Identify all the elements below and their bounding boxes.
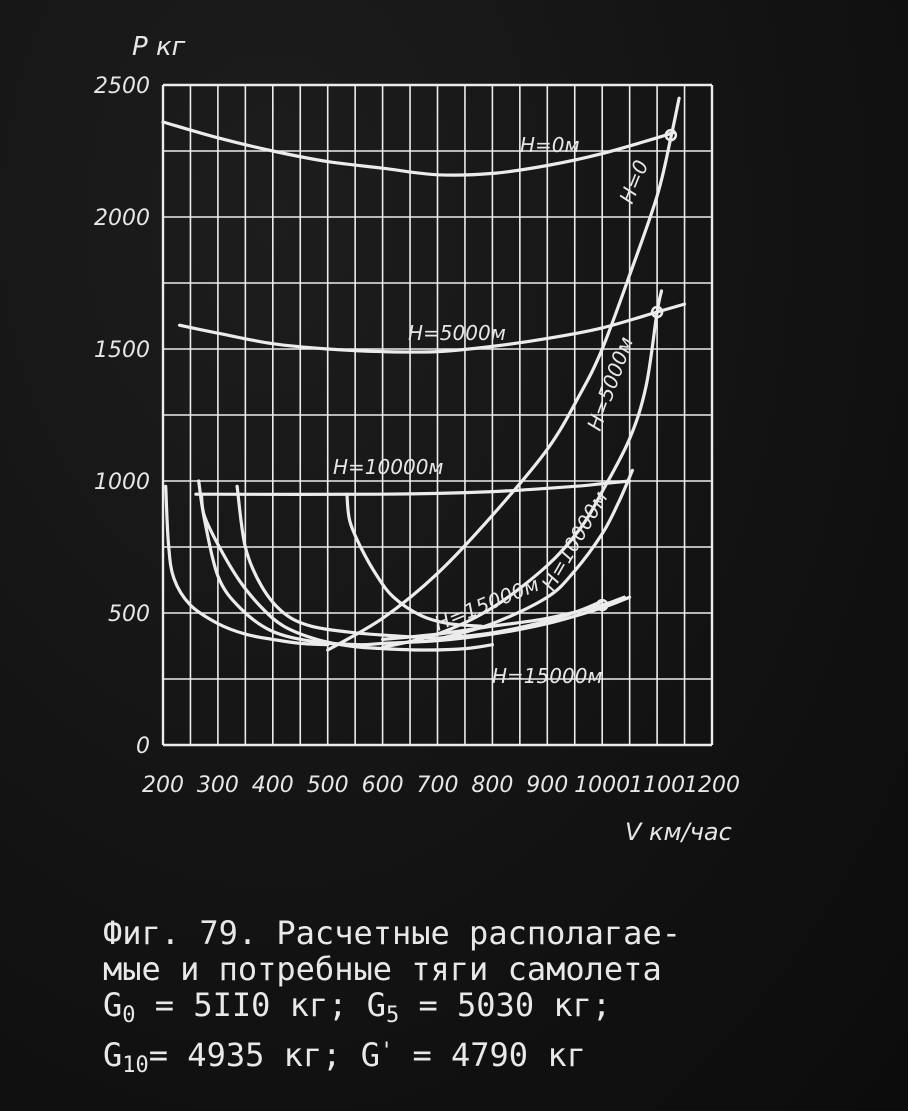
x-tick-200: 200 bbox=[142, 773, 184, 798]
x-axis-label: V км/час bbox=[625, 818, 732, 846]
caption-line-2: мые и потребные тяги самолета bbox=[103, 950, 662, 988]
y-axis-label: P кг bbox=[132, 32, 186, 62]
x-tick-600: 600 bbox=[361, 773, 404, 798]
y-tick-500: 500 bbox=[108, 602, 150, 627]
x-tick-400: 400 bbox=[251, 773, 294, 798]
curve-label-6: H=15000м bbox=[430, 571, 543, 636]
x-tick-1000: 1000 bbox=[574, 773, 631, 798]
caption-line-3: $G_0 = 5II0$ кг; $G_5 = 5030$ кг; bbox=[103, 986, 612, 1028]
curve-label-7: H=15000м bbox=[492, 664, 603, 688]
required-thrust-curve-0 bbox=[163, 122, 674, 175]
curve-label-5: H=10000м bbox=[536, 486, 613, 595]
curve-label-3: H=5000м bbox=[582, 333, 639, 434]
figure-caption bbox=[103, 915, 823, 1084]
curve-label-1: H=0 bbox=[614, 156, 654, 207]
x-tick-1100: 1100 bbox=[629, 773, 686, 798]
y-tick-1000: 1000 bbox=[94, 470, 150, 495]
curve-label-0: H=0м bbox=[520, 133, 580, 157]
x-tick-700: 700 bbox=[416, 773, 459, 798]
x-tick-500: 500 bbox=[306, 773, 349, 798]
y-tick-2000: 2000 bbox=[94, 206, 150, 231]
x-tick-1200: 1200 bbox=[684, 773, 740, 798]
caption-line-1: Фиг. 79. Расчетные располагае- bbox=[103, 914, 681, 952]
x-tick-900: 900 bbox=[526, 773, 569, 798]
x-tick-300: 300 bbox=[196, 773, 239, 798]
y-tick-0: 0 bbox=[136, 734, 150, 759]
y-tick-2500: 2500 bbox=[94, 74, 150, 99]
curve-label-2: H=5000м bbox=[408, 321, 506, 345]
axis-labels bbox=[132, 32, 732, 846]
y-tick-1500: 1500 bbox=[94, 338, 150, 363]
curve-label-4: H=10000м bbox=[333, 455, 444, 479]
x-tick-800: 800 bbox=[471, 773, 514, 798]
caption-line-4: $G_{10}= 4935$ кг; G' = 4790 кг bbox=[103, 1036, 586, 1078]
required-thrust-curve-7 bbox=[196, 481, 630, 494]
